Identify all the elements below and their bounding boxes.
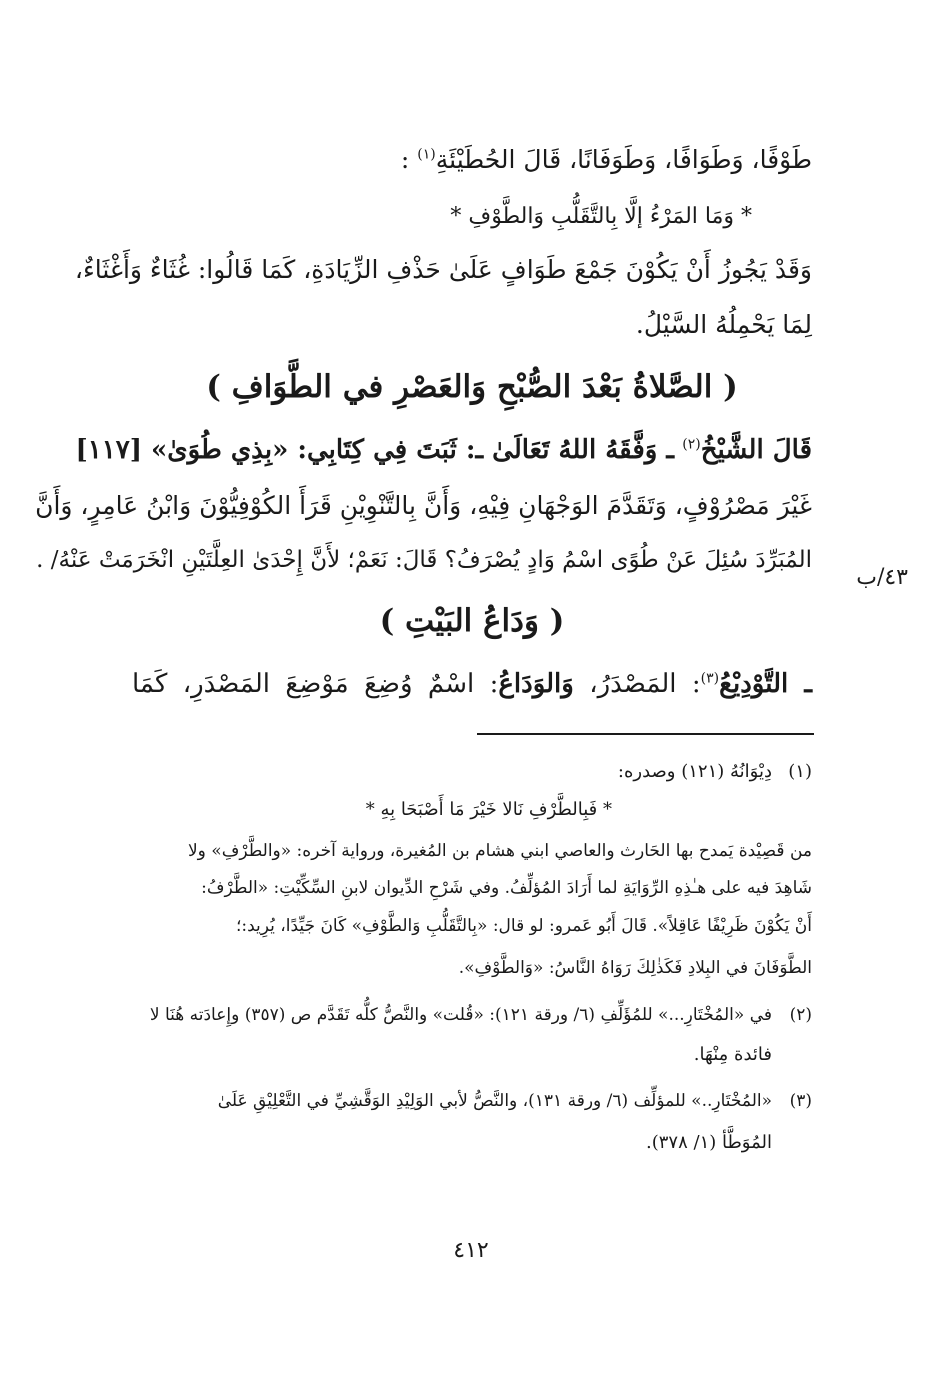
page-number: ٤١٢ [453,1238,489,1263]
section-heading-prayer: ( الصَّلاةُ بَعْدَ الصُّبْحِ وَالعَصْرِ في الطَّوَافِ ) [206,369,738,405]
body-line-4: لِمَا يَحْمِلُهُ السَّيْلُ. [635,310,812,339]
footnote-1-line-6: الطَّوَفَانَ في البِلادِ فَكَذٰلِكَ رَوَاهُ النَّاسُ: «وَالطَّوْفِ». [458,958,812,978]
section1-line-1: قَالَ الشَّيْخُ$^{(٢)}$ ـ وَفَّقَهُ اللهُ تَعَالَىٰ ـ: ثَبَتَ فِي كِتَابِي: «بِذِي طُوَىٰ» [١١٧] [75,435,812,465]
footnote-1-line-5: أَنْ يَكُوْنَ ظَرِيْفًا عَاقِلاً». قَالَ أَبُو عَمرو: لو قال: «بِالتَّقَلُّبِ وَالطَّوْفِ» كَانَ جَيِّدًا، يُرِيد:؛ [235,916,812,936]
footnote-1-line-3: من قَصِيْدة يَمدح بها الحَارث والعاصي ابني هشام بن المُغيرة، ورواية آخره: «والطَّرْفِ» ولا [187,841,812,861]
section1-line-3: المُبَرِّدَ سُئِلَ عَنْ طُوًى اسْمُ وَادٍ يُصْرَفُ؟ قَالَ: نَعَمْ؛ لأَنَّ إِحْدَىٰ العِلَّتَيْنِ انْخَرَمَتْ عَنْهُ/ . [36,547,812,573]
manuscript-folio-note: ٤٣/ب [856,565,908,590]
section-heading-farewell: ( وَدَاعُ البَيْتِ ) [379,603,565,639]
footnote-marker-2: (٢) [682,436,701,453]
footnote-1-verse: * فَبِالطَّرْفِ نَالا خَيْرَ مَا أَصْبَحَا بِهِ * [365,799,612,820]
footnote-3-number: (٣) [789,1091,812,1111]
verse-line: * وَمَا المَرْءُ إلَّا بِالتَّقَلُّبِ وَالطَّوْفِ * [450,204,752,229]
footnote-marker-3: (٣) [700,670,720,687]
body-line-1: طَوْفًا، وَطَوَافًا، وَطَوَفَانًا، قَالَ الحُطَيْئَةِ$^{(١)}$ : [400,145,812,174]
footnote-2-line-2: فائدة مِنْهَا. [693,1044,772,1065]
footnote-marker-1: (١) [417,146,436,163]
footnote-3-line-1: (٣)«المُخْتَارِ..» للمؤلِّف (٦/ ورقة ١٣١)، والنَّصُّ لأبي الوَلِيْدِ الوَقَّشِيِّ في التَّعْلِيْقِ عَلَىٰ [132,1086,812,1116]
section2-line-1: ـ التَّوْدِيْعُ$^{(٣)}$: المَصْدَرُ، وَالوَدَاعُ: اسْمٌ وُضِعَ مَوْضِعَ المَصْدَرِ، كَمَا [132,669,812,699]
section1-line-2: غَيْرَ مَصْرُوْفٍ، وَتَقَدَّمَ الوَجْهَانِ فِيْهِ، وَأَنَّ بِالتَّنْوِيْنِ قَرَأَ الكُوْفِيُّوْنَ وَابْنُ عَامِرٍ، وَأَنَّ [35,491,812,520]
footnote-1-line-1: (١)دِيْوَانُهُ (١٢١) وصدره: [132,757,812,787]
footnote-1-number: (١) [788,761,812,782]
footnote-2-line-1: (٢)في «المُخْتَارِ...» للمُؤَلِّفِ (٦/ ورقة ١٢١): «قُلت» والنَّصُّ كلُّه تَقَدَّم ص (٣٥٧) وإِعادَته هُنَا لا [132,1000,812,1030]
footnote-3-line-2: المُوَطَّأ (١/ ٣٧٨). [646,1132,772,1153]
footnote-1-line-4: شَاهِدَ فيه على هـٰذِهِ الرِّوَايَةِ لما أَرَادَ المُؤلِّفُ. وفي شَرْحِ الدِّيوان لابنِ السِّكِّيْتِ: «الطَّرْفُ: [201,878,812,898]
footnote-separator [477,733,814,735]
footnote-2-number: (٢) [789,1005,812,1025]
body-line-3: وَقَدْ يَجُوزُ أَنْ يَكُوْنَ جَمْعَ طَوَافٍ عَلَىٰ حَذْفِ الزِّيَادَةِ، كَمَا قَالُوا: غُثَاءٌ وَأَغْثَاءٌ، [74,255,812,284]
